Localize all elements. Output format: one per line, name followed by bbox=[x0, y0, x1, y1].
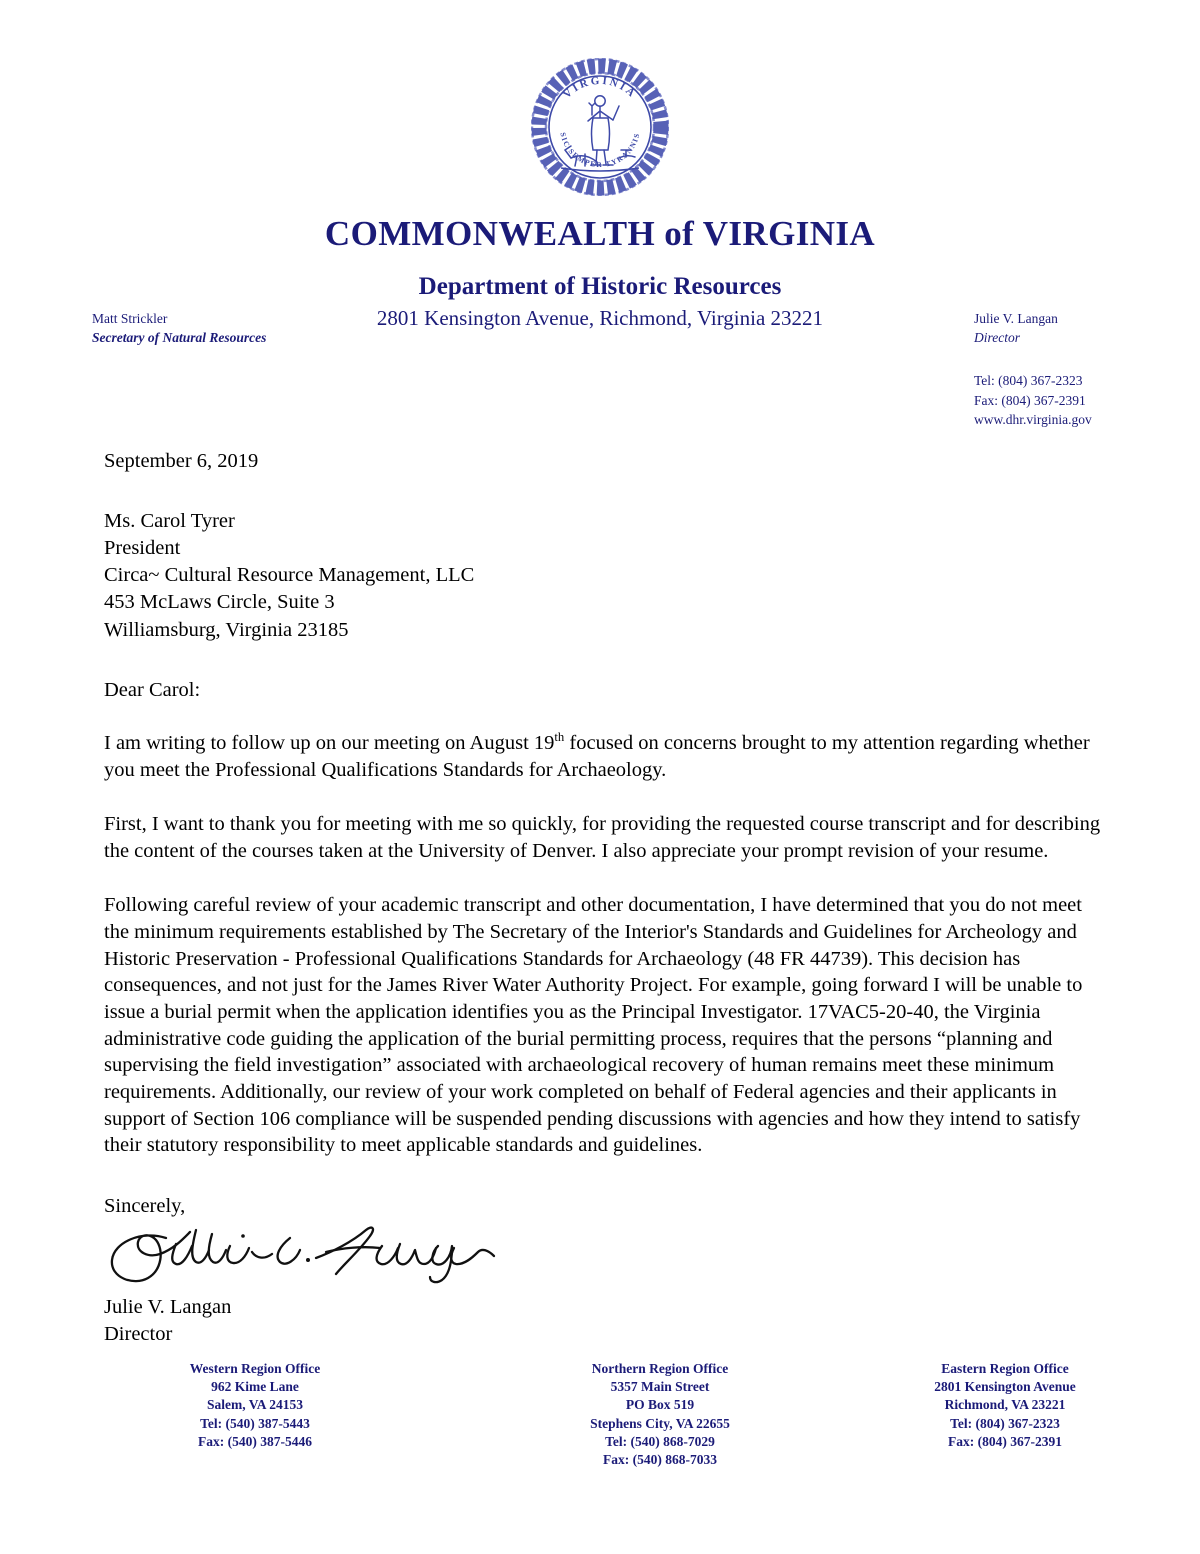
office-line: 962 Kime Lane bbox=[211, 1379, 299, 1395]
recipient-line: Circa~ Cultural Resource Management, LLC bbox=[104, 564, 475, 587]
paragraph-1 bbox=[104, 730, 1104, 783]
office-line: Fax: (804) 367-2391 bbox=[948, 1433, 1062, 1449]
office-line: Stephens City, VA 22655 bbox=[590, 1415, 730, 1431]
recipient-address-block bbox=[104, 508, 1104, 644]
secretary-role: Secretary of Natural Resources bbox=[92, 329, 267, 345]
paragraph-1-text-after: focused on concerns brought to my attention regarding whether you meet the Professional Qualifications Standards for Archaeology. bbox=[104, 731, 1090, 781]
secretary-name: Matt Strickler bbox=[92, 311, 168, 326]
office-line: Fax: (540) 868-7033 bbox=[603, 1452, 717, 1468]
office-line: 2801 Kensington Avenue bbox=[934, 1379, 1076, 1395]
signer-block bbox=[104, 1294, 1104, 1349]
office-line: Tel: (540) 387-5443 bbox=[200, 1415, 310, 1431]
director-name: Julie V. Langan bbox=[974, 311, 1058, 326]
office-line: PO Box 519 bbox=[625, 1397, 695, 1413]
paragraph-2: First, I want to thank you for meeting with me so quickly, for providing the requested course transcript and for describing the content of the courses taken at the University of Denver. I also appreciate your prompt revision of your resume. bbox=[104, 813, 1101, 862]
office-line: Fax: (540) 387-5446 bbox=[198, 1433, 312, 1449]
footer-office-eastern bbox=[810, 1360, 1200, 1469]
ordinal-suffix: th bbox=[554, 730, 565, 745]
signature-image bbox=[104, 1222, 1104, 1294]
header-contact bbox=[974, 371, 1092, 430]
seal-container bbox=[0, 58, 1200, 201]
svg-text:SIC SEMPER TYRANNIS: SIC SEMPER TYRANNIS bbox=[558, 131, 642, 170]
recipient-line: Williamsburg, Virginia 23185 bbox=[104, 618, 349, 641]
recipient-line: President bbox=[104, 536, 181, 559]
paragraph-1-text-before: I am writing to follow up on our meeting on August 19 bbox=[104, 731, 555, 754]
virginia-state-seal-icon bbox=[531, 58, 669, 196]
header-website[interactable]: www.dhr.virginia.gov bbox=[974, 412, 1092, 428]
recipient-line: 453 McLaws Circle, Suite 3 bbox=[104, 591, 335, 614]
director-role: Director bbox=[974, 329, 1020, 345]
header-tel: Tel: (804) 367-2323 bbox=[974, 373, 1083, 389]
header-right-block bbox=[974, 310, 1092, 430]
closing: Sincerely, bbox=[104, 1194, 186, 1217]
office-line: Tel: (804) 367-2323 bbox=[950, 1415, 1060, 1431]
office-line: Richmond, VA 23221 bbox=[944, 1397, 1066, 1413]
department-address: 2801 Kensington Avenue, Richmond, Virginia 23221 bbox=[376, 306, 824, 331]
letter-body bbox=[104, 448, 1104, 1348]
commonwealth-title: COMMONWEALTH of VIRGINIA bbox=[324, 214, 876, 253]
header-left-block bbox=[92, 310, 266, 347]
signer-name: Julie V. Langan bbox=[104, 1295, 232, 1318]
department-title: Department of Historic Resources bbox=[418, 272, 782, 300]
recipient-line: Ms. Carol Tyrer bbox=[104, 509, 235, 532]
paragraph-3: Following careful review of your academic transcript and other documentation, I have determined that you do not meet the minimum requirements established by The Secretary of the Interior's Standards and Guidelines for Archeology and Historic Preservation - Professional Qualifications Standards for Archaeology (48 FR 44739). This decision has consequences, and not just for the James River Water Authority Project. For example, going forward I will be unable to issue a burial permit when the application identifies you as the Principal Investigator. 17VAC5-20-40, the Virginia administrative code guiding the application of the burial permitting process, requires that the persons “planning and supervising the field investigation” associated with archaeological recovery of human remains meet these minimum requirements. Additionally, our review of your work completed on behalf of Federal agencies and their applicants in support of Section 106 compliance will be suspended pending discussions with agencies and how they intend to satisfy their statutory responsibility to meet applicable standards and guidelines. bbox=[104, 894, 1083, 1157]
office-line: 5357 Main Street bbox=[610, 1379, 710, 1395]
office-line: Salem, VA 24153 bbox=[207, 1397, 303, 1413]
footer-office-western bbox=[0, 1360, 510, 1469]
office-name: Eastern Region Office bbox=[941, 1361, 1069, 1376]
office-name: Western Region Office bbox=[189, 1361, 321, 1376]
signer-title: Director bbox=[104, 1323, 173, 1346]
salutation: Dear Carol: bbox=[104, 678, 201, 701]
office-name: Northern Region Office bbox=[591, 1361, 729, 1376]
office-line: Tel: (540) 868-7029 bbox=[605, 1433, 715, 1449]
letter-date: September 6, 2019 bbox=[104, 450, 259, 472]
header-fax: Fax: (804) 367-2391 bbox=[974, 392, 1086, 408]
footer-offices bbox=[0, 1360, 1200, 1469]
svg-text:VIRGINIA: VIRGINIA bbox=[561, 74, 639, 101]
footer-office-northern bbox=[510, 1360, 810, 1469]
